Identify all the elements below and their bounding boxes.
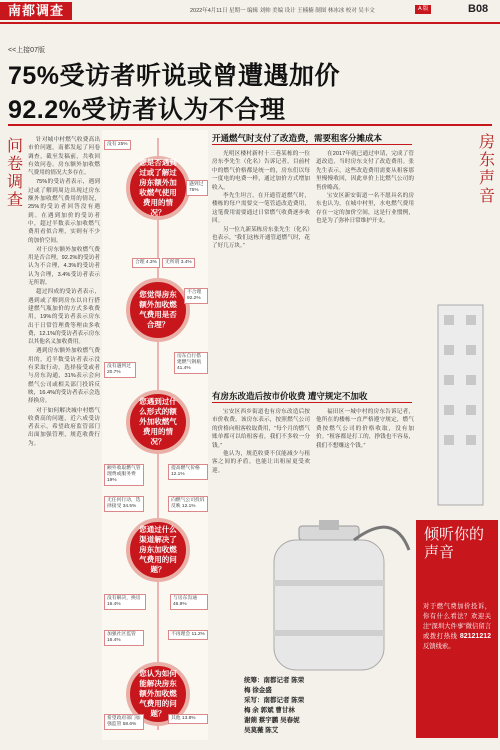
survey-para: 对于如何解决城中村燃气收费高的问题，近六成受访者表示，希望政府监管部门出面加强管理，规范收费行为。 [28,407,100,447]
answer-label: 遇到过 75% [186,180,208,196]
answer-label: 向燃气公司投诉反映 12.1% [168,496,208,512]
feedback-tail: 反馈线索。 [423,643,455,650]
question-circle-1: 您是否遇到过或了解过房东额外加收燃气使用费用的情况？ [126,156,190,220]
hotline-number[interactable]: 82121212 [459,633,492,640]
right-vertical-label: 房东声音 [478,134,495,205]
paragraph: 在2017年就已通过申请，完成了管道改造，当时房东支付了改造费用。张先生表示，这些改造费用需要从租客那里慢慢收回，因此单价上比燃气公司的售价略高。 [316,151,414,191]
feedback-text [423,602,491,652]
paragraph: 福田区一城中村的房东告诉记者，他所在的楼栋一直严格遵守规定，燃气费按燃气公司的价格收取，没有加价。“租客都是打工的，挣钱也不容易，我们不想赚这个钱。” [316,409,414,449]
survey-para: 针对城中村燃气收费高出市价问题，南都发起了问卷调查，截至发稿前，共收回有效问卷。房东额外加收燃气费用的情况大多存在。 [28,137,100,177]
header-tag: A 版 [415,5,431,14]
answer-label: 没有 25% [104,140,131,150]
section-rule [212,144,412,145]
section-rule [212,402,412,403]
question-circle-4: 您通过什么渠道解决了房东加收燃气费用的问题？ [126,518,190,582]
continued-from: <<上接07版 [8,47,45,54]
answer-label: 其他 13.8% [168,714,208,724]
paragraph: 光明区楼村新村十三巷某栋的一位房东李先生（化名）告诉记者，目前村中的燃气价格都是统一的，房东们以每一度电的电费一样，通过加价方式增加收入。 [212,151,310,191]
answer-label: 与房东沟通 46.9% [170,594,208,610]
section-1-column-1 [212,150,310,285]
survey-para: 超过四成的受访者表示，遇到或了解到房东以自行搭建燃气瓶加价的方式多收费用，19%的受访者表示房东出于日常管理费等理由多收费，12.1%的受访者表示房东以其他名义加收费用。 [28,289,100,346]
question-circle-3: 您遇到过什么形式的额外加收燃气费用的情况？ [126,390,190,454]
credit-line: 梅 余 郭斌 曹甘林 [244,707,295,714]
answer-label: 合理 4.3% [132,258,160,268]
paragraph: 宝安区西乡街道也有房东改造后按市价收费。该房东表示，按照燃气公司的价格向租客收取费用，“每个月的燃气账单都可以给租客看，我们不多收一分钱。” [212,409,310,449]
answer-label: 没有解决，换房 16.4% [104,594,146,610]
credit-line: 谢蒴 蔡宇鹏 吴春妮 [244,717,300,724]
section-heading-2: 有房东改造后按市价收费 遭守规定不加收 [212,391,368,401]
credits [244,676,364,736]
feedback-prompt: 对于燃气费加价投诉，你有什么看法？欢迎关注“深圳大件事”微信留言或拨打热线 [423,603,491,640]
section-2-column-1 [212,408,310,508]
headline-rule [8,124,492,126]
headline-line-1: 75%受访者听说或曾遭遇加价 [8,62,341,90]
headline-line-2: 92.2%受访者认为不合理 [8,96,286,124]
credit-line: 吴莫薇 陈艾 [244,727,279,734]
answer-label: 不再理会 11.2% [168,630,208,640]
feedback-title: 倾听你的声音 [424,527,485,561]
answer-label: 希望政府部门加强监管 58.6% [104,714,144,730]
page-number: B08 [468,3,489,15]
survey-text-column [28,136,100,449]
survey-infographic [102,130,208,740]
answer-label: 额外收取燃气管理费或服务费 19% [104,464,144,486]
question-circle-5: 您认为如何能解决房东额外加收燃气费用的问题？ [126,662,190,726]
answer-label: 加强社区监管 16.4% [104,630,144,646]
section-heading-1: 开通燃气时支付了改造费，需要租客分摊成本 [212,133,383,143]
section-2-column-2 [316,408,414,508]
feedback-box [416,520,498,738]
answer-label: 提高燃气价格 12.1% [168,464,208,480]
left-vertical-label: 问卷调查 [6,138,23,209]
paragraph: 李先生坦言，在开通管道燃气时，楼栋的每户需要交一笔管道改造费用，这笔费用需要通过日常燃气收费逐步收回。 [212,193,310,225]
credit-line: 梅 徐金盛 [244,687,272,694]
section-brand: 南都调查 [0,2,72,20]
answer-label: 无任何行动，选择接受 34.5% [104,496,144,512]
answer-label: 无所谓 3.4% [162,258,195,268]
paragraph: 另一位九新某栋房东张先生（化名）也表示，“我们这栋开通管道燃气时，花了好几万块。” [212,226,310,250]
credit-line: 采写：南都记者 陈荣 [244,697,305,704]
survey-para: 对于房东额外加收燃气费用是否合理，92.2%的受访者认为不合理，4.3%的受访者认为合理，3.4%受访者表示无所谓。 [28,246,100,287]
question-circle-2: 您觉得房东额外加收燃气费用是否合理？ [126,278,190,342]
gas-cylinder-illustration [244,520,414,675]
paragraph: 宝安区新安街道一名不愿具名的房东也认为，在城中村里，水电燃气费用存在一定的加价空间，这是行业惯例，也是为了弥补日常维护开支。 [316,193,414,225]
credit-line: 统筹：南都记者 陈荣 [244,677,305,684]
building-illustration [418,285,496,515]
paragraph: 他认为，规范收费不仅能减少与租客之间的矛盾，也能让出租屋更受欢迎。 [212,451,310,474]
answer-label: 房东自行搭建燃气钢瓶 41.4% [174,352,208,374]
section-1-column-2 [316,150,414,285]
answer-label: 没有遇到过 20.7% [104,362,136,378]
answer-label: 不合理 92.2% [184,288,208,304]
survey-para: 75%的受访者表示，遇到过或了解到周边出现过房东额外加收燃气费用的情况，25%的受访者回答没有遇到。在遇到加价的受访者中，超过半数表示加收燃气费用看似合理，实则有不少的加价空间。 [28,179,100,244]
page-header [0,0,500,24]
header-info: 2022年4月11日 星期一 编辑 刘帅 美编 设计 王楠楠 制图 林冰冰 校对 吴丰文 [190,8,375,14]
survey-para: 遇到房东额外加收燃气费用的，近半数受访者表示没有采取行动，选择接受或者与房东沟通，31%表示会向燃气公司或相关部门投诉反映，16.4%的受访者表示会选择换房。 [28,348,100,405]
